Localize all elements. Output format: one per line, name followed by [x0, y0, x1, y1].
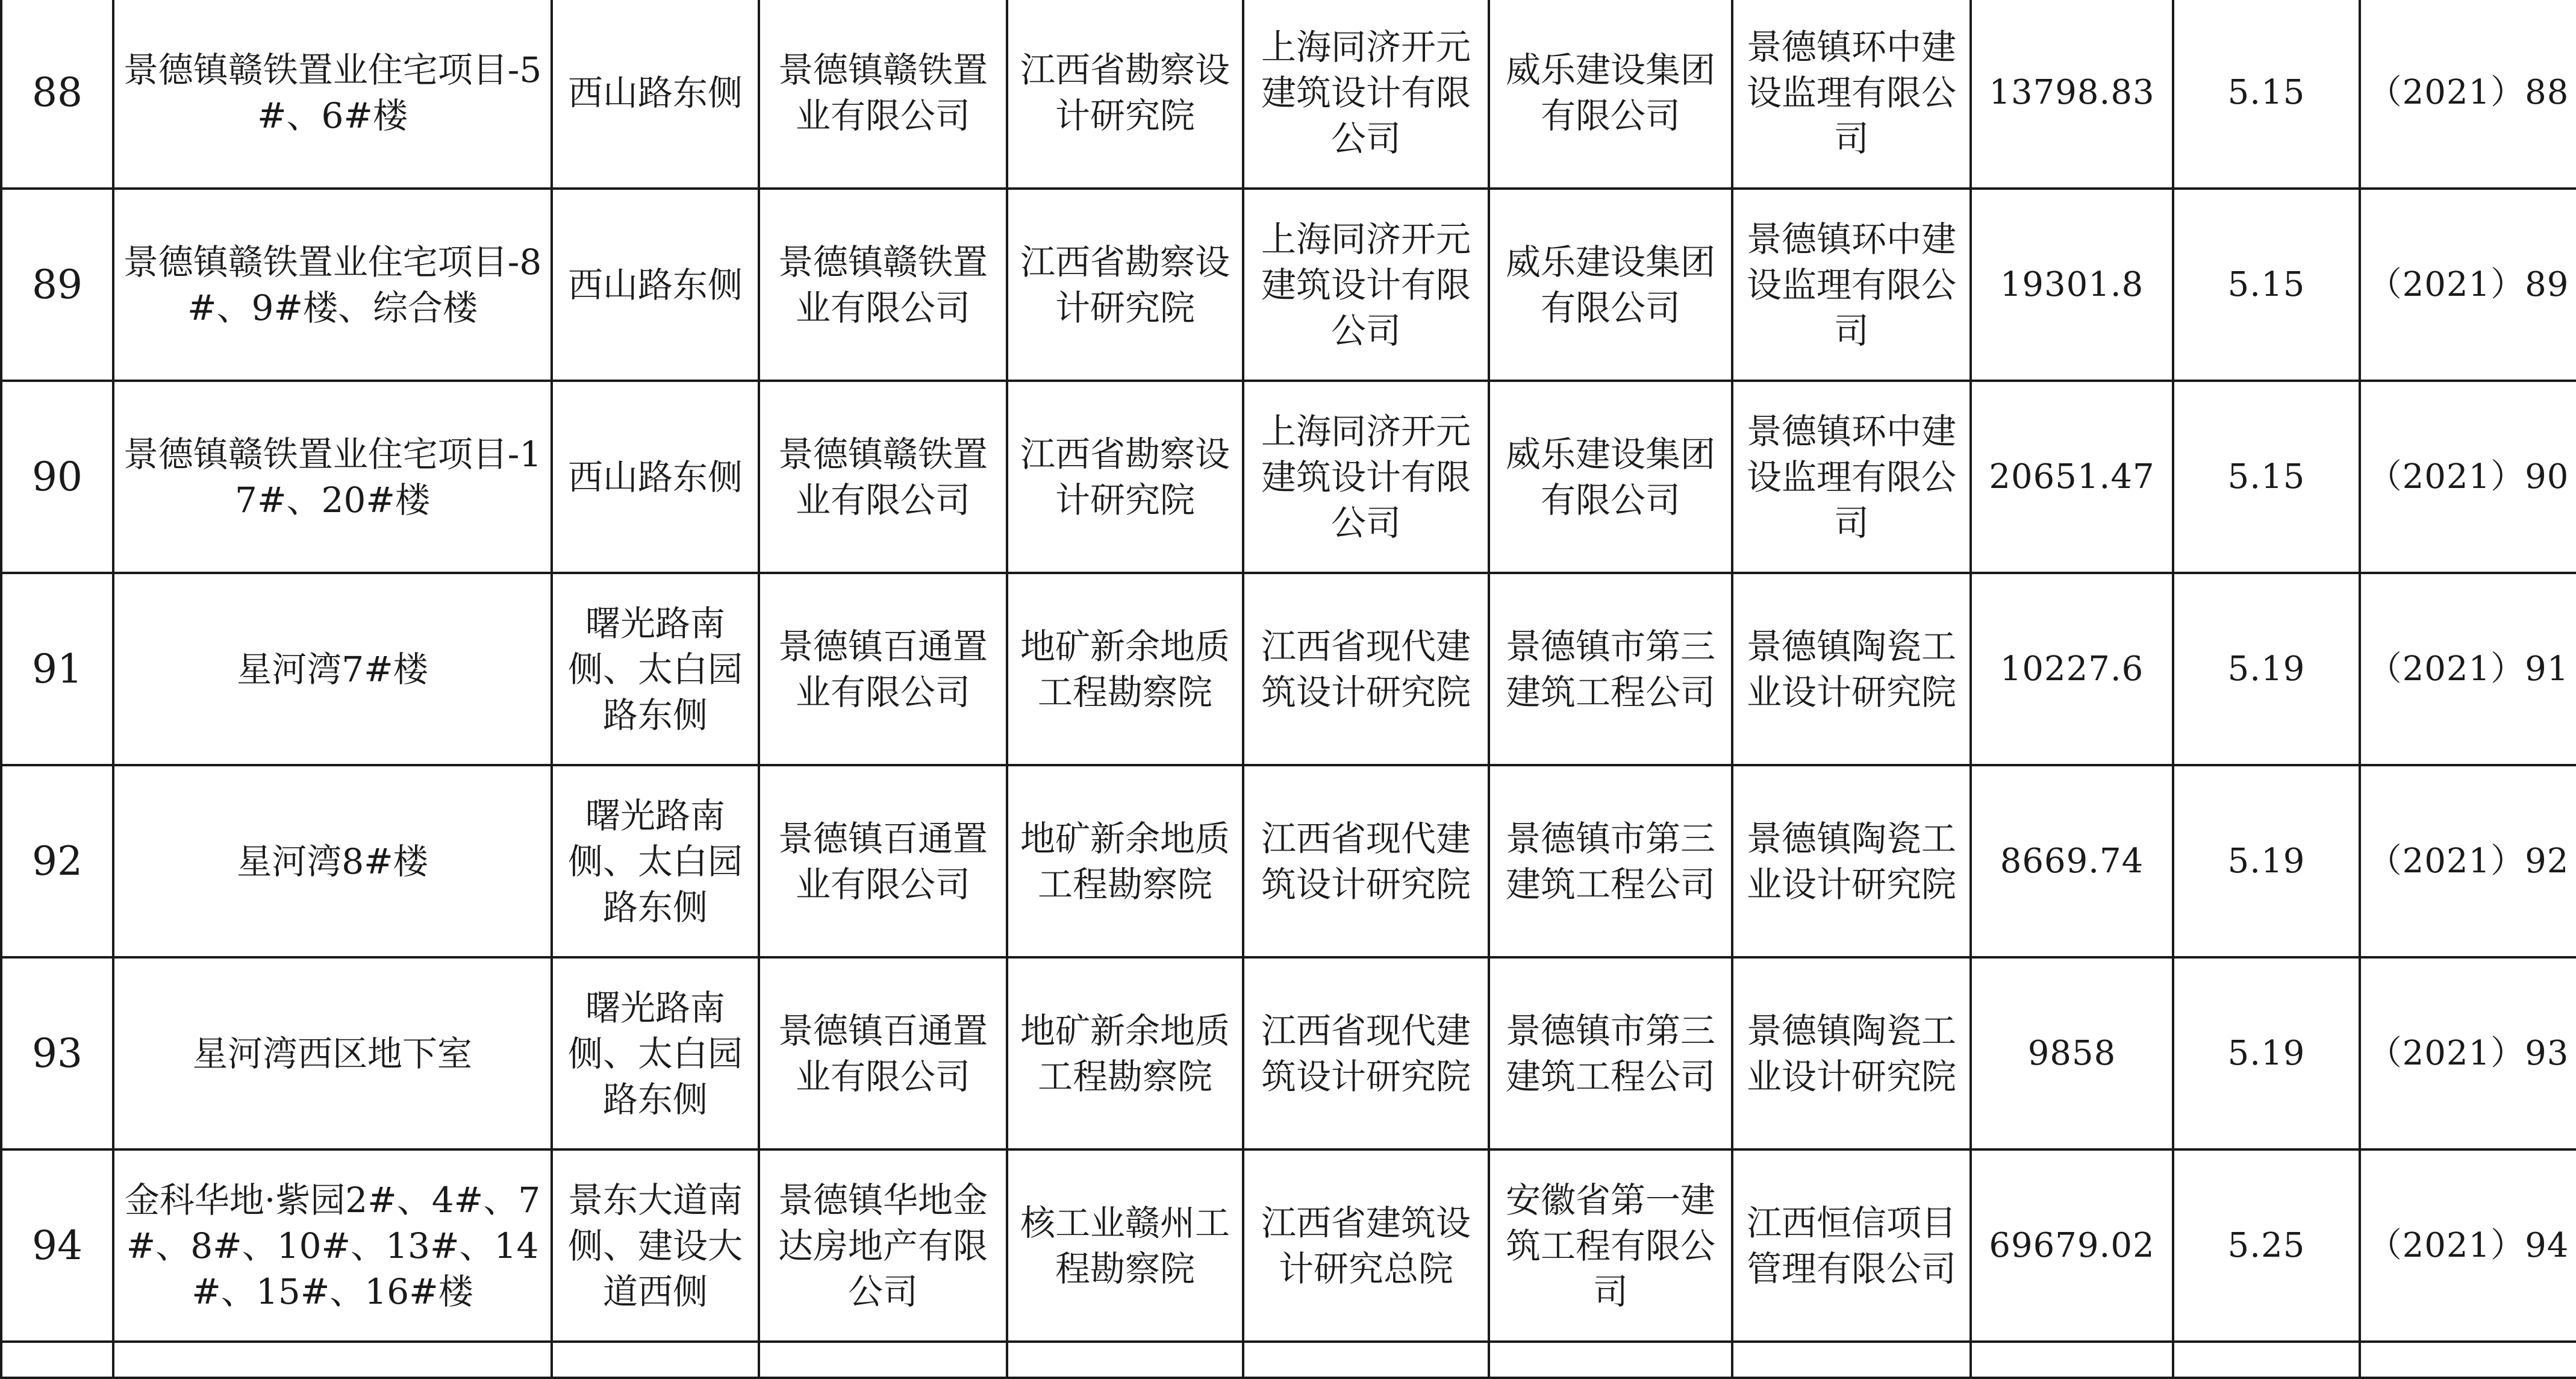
empty-cell — [1732, 1342, 1971, 1378]
project-location: 西山路东侧 — [552, 0, 759, 189]
empty-cell — [1, 1342, 113, 1378]
permit-number: （2021）92 — [2360, 765, 2576, 957]
building-area: 10227.6 — [1971, 573, 2173, 765]
project-location: 西山路东侧 — [552, 381, 759, 573]
row-number: 88 — [1, 0, 113, 189]
project-name: 星河湾8#楼 — [113, 765, 552, 957]
table-row — [1, 573, 2576, 765]
developer: 景德镇华地金达房地产有限公司 — [759, 1149, 1007, 1342]
design-unit: 上海同济开元建筑设计有限公司 — [1243, 189, 1489, 381]
design-unit: 江西省现代建筑设计研究院 — [1243, 573, 1489, 765]
developer: 景德镇百通置业有限公司 — [759, 573, 1007, 765]
table-row — [1, 381, 2576, 573]
project-location: 曙光路南侧、太白园路东侧 — [552, 957, 759, 1149]
row-number: 94 — [1, 1149, 113, 1342]
survey-unit: 核工业赣州工程勘察院 — [1007, 1149, 1243, 1342]
issue-date: 5.15 — [2173, 0, 2360, 189]
table-row — [1, 1149, 2576, 1342]
supervision-unit: 景德镇环中建设监理有限公司 — [1732, 381, 1971, 573]
empty-cell — [1489, 1342, 1732, 1378]
permit-number: （2021）93 — [2360, 957, 2576, 1149]
project-location: 曙光路南侧、太白园路东侧 — [552, 765, 759, 957]
building-area: 8669.74 — [1971, 765, 2173, 957]
empty-cell — [1007, 1342, 1243, 1378]
supervision-unit: 景德镇陶瓷工业设计研究院 — [1732, 957, 1971, 1149]
supervision-unit: 景德镇陶瓷工业设计研究院 — [1732, 765, 1971, 957]
construction-unit: 威乐建设集团有限公司 — [1489, 381, 1732, 573]
supervision-unit: 景德镇陶瓷工业设计研究院 — [1732, 573, 1971, 765]
building-area: 13798.83 — [1971, 0, 2173, 189]
developer: 景德镇赣铁置业有限公司 — [759, 189, 1007, 381]
empty-cell — [1971, 1342, 2173, 1378]
project-name: 金科华地·紫园2#、4#、7#、8#、10#、13#、14#、15#、16#楼 — [113, 1149, 552, 1342]
survey-unit: 江西省勘察设计研究院 — [1007, 0, 1243, 189]
building-area: 20651.47 — [1971, 381, 2173, 573]
issue-date: 5.25 — [2173, 1149, 2360, 1342]
survey-unit: 地矿新余地质工程勘察院 — [1007, 957, 1243, 1149]
permit-number: （2021）94 — [2360, 1149, 2576, 1342]
table-row — [1, 957, 2576, 1149]
building-area: 69679.02 — [1971, 1149, 2173, 1342]
issue-date: 5.19 — [2173, 765, 2360, 957]
project-name: 星河湾西区地下室 — [113, 957, 552, 1149]
permit-number: （2021）89 — [2360, 189, 2576, 381]
supervision-unit: 景德镇环中建设监理有限公司 — [1732, 189, 1971, 381]
building-area: 19301.8 — [1971, 189, 2173, 381]
supervision-unit: 江西恒信项目管理有限公司 — [1732, 1149, 1971, 1342]
construction-unit: 景德镇市第三建筑工程公司 — [1489, 765, 1732, 957]
project-location: 西山路东侧 — [552, 189, 759, 381]
permit-number: （2021）91 — [2360, 573, 2576, 765]
empty-cell — [2360, 1342, 2576, 1378]
issue-date: 5.19 — [2173, 957, 2360, 1149]
design-unit: 上海同济开元建筑设计有限公司 — [1243, 381, 1489, 573]
design-unit: 江西省现代建筑设计研究院 — [1243, 957, 1489, 1149]
empty-cell — [759, 1342, 1007, 1378]
table-row-partial — [1, 1342, 2576, 1378]
design-unit: 江西省建筑设计研究总院 — [1243, 1149, 1489, 1342]
row-number: 92 — [1, 765, 113, 957]
row-number: 91 — [1, 573, 113, 765]
construction-unit: 景德镇市第三建筑工程公司 — [1489, 573, 1732, 765]
permit-number: （2021）90 — [2360, 381, 2576, 573]
empty-cell — [2173, 1342, 2360, 1378]
table-row — [1, 0, 2576, 189]
issue-date: 5.15 — [2173, 381, 2360, 573]
empty-cell — [113, 1342, 552, 1378]
issue-date: 5.19 — [2173, 573, 2360, 765]
developer: 景德镇百通置业有限公司 — [759, 765, 1007, 957]
developer: 景德镇赣铁置业有限公司 — [759, 381, 1007, 573]
construction-unit: 威乐建设集团有限公司 — [1489, 189, 1732, 381]
survey-unit: 地矿新余地质工程勘察院 — [1007, 573, 1243, 765]
empty-cell — [552, 1342, 759, 1378]
developer: 景德镇百通置业有限公司 — [759, 957, 1007, 1149]
row-number: 93 — [1, 957, 113, 1149]
project-location: 曙光路南侧、太白园路东侧 — [552, 573, 759, 765]
supervision-unit: 景德镇环中建设监理有限公司 — [1732, 0, 1971, 189]
project-name: 星河湾7#楼 — [113, 573, 552, 765]
project-name: 景德镇赣铁置业住宅项目-5#、6#楼 — [113, 0, 552, 189]
row-number: 90 — [1, 381, 113, 573]
table-row — [1, 765, 2576, 957]
survey-unit: 江西省勘察设计研究院 — [1007, 381, 1243, 573]
design-unit: 江西省现代建筑设计研究院 — [1243, 765, 1489, 957]
developer: 景德镇赣铁置业有限公司 — [759, 0, 1007, 189]
row-number: 89 — [1, 189, 113, 381]
project-location: 景东大道南侧、建设大道西侧 — [552, 1149, 759, 1342]
building-area: 9858 — [1971, 957, 2173, 1149]
survey-unit: 江西省勘察设计研究院 — [1007, 189, 1243, 381]
construction-unit: 景德镇市第三建筑工程公司 — [1489, 957, 1732, 1149]
project-name: 景德镇赣铁置业住宅项目-17#、20#楼 — [113, 381, 552, 573]
construction-unit: 威乐建设集团有限公司 — [1489, 0, 1732, 189]
design-unit: 上海同济开元建筑设计有限公司 — [1243, 0, 1489, 189]
table-row — [1, 189, 2576, 381]
construction-unit: 安徽省第一建筑工程有限公司 — [1489, 1149, 1732, 1342]
project-name: 景德镇赣铁置业住宅项目-8#、9#楼、综合楼 — [113, 189, 552, 381]
empty-cell — [1243, 1342, 1489, 1378]
issue-date: 5.15 — [2173, 189, 2360, 381]
survey-unit: 地矿新余地质工程勘察院 — [1007, 765, 1243, 957]
permit-number: （2021）88 — [2360, 0, 2576, 189]
